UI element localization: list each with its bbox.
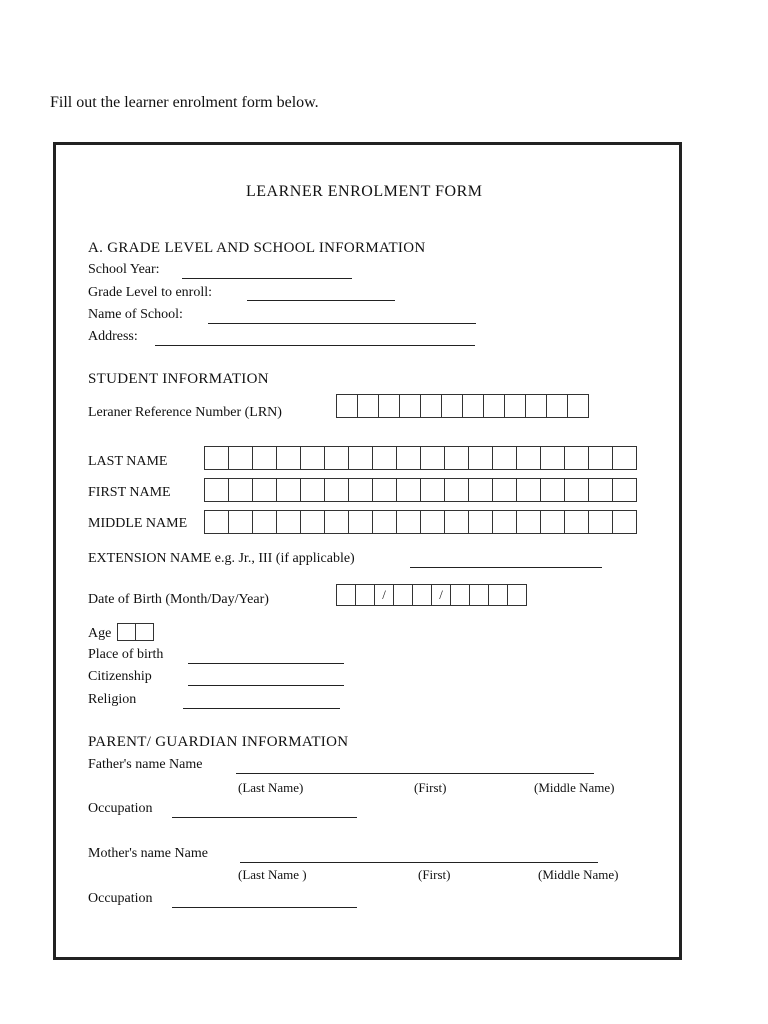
letter-box[interactable] bbox=[444, 446, 469, 470]
letter-box[interactable] bbox=[348, 446, 373, 470]
letter-box[interactable] bbox=[420, 446, 445, 470]
last-name-boxes[interactable] bbox=[204, 446, 636, 470]
dob-label: Date of Birth (Month/Day/Year) bbox=[88, 592, 269, 607]
lrn-box[interactable] bbox=[357, 394, 379, 418]
letter-box[interactable] bbox=[252, 478, 277, 502]
letter-box[interactable] bbox=[492, 478, 517, 502]
dob-box[interactable] bbox=[450, 584, 470, 606]
mother-occupation-field[interactable] bbox=[172, 907, 357, 908]
dob-box[interactable] bbox=[412, 584, 432, 606]
letter-box[interactable] bbox=[612, 478, 637, 502]
mother-name-field[interactable] bbox=[240, 862, 598, 863]
letter-box[interactable] bbox=[516, 478, 541, 502]
middle-name-boxes[interactable] bbox=[204, 510, 636, 534]
letter-box[interactable] bbox=[540, 510, 565, 534]
letter-box[interactable] bbox=[564, 446, 589, 470]
mother-name-label: Mother's name Name bbox=[88, 846, 208, 861]
letter-box[interactable] bbox=[468, 446, 493, 470]
father-name-field[interactable] bbox=[236, 773, 594, 774]
address-field[interactable] bbox=[155, 345, 475, 346]
letter-box[interactable] bbox=[300, 478, 325, 502]
lrn-box[interactable] bbox=[567, 394, 589, 418]
place-of-birth-label: Place of birth bbox=[88, 647, 164, 662]
letter-box[interactable] bbox=[324, 510, 349, 534]
father-name-label: Father's name Name bbox=[88, 757, 203, 772]
letter-box[interactable] bbox=[300, 510, 325, 534]
letter-box[interactable] bbox=[564, 510, 589, 534]
father-middle-name-caption: (Middle Name) bbox=[534, 780, 615, 795]
lrn-label: Leraner Reference Number (LRN) bbox=[88, 405, 282, 420]
letter-box[interactable] bbox=[228, 510, 253, 534]
lrn-box[interactable] bbox=[483, 394, 505, 418]
mother-last-name-caption: (Last Name ) bbox=[238, 867, 307, 882]
letter-box[interactable] bbox=[420, 510, 445, 534]
dob-box[interactable] bbox=[469, 584, 489, 606]
letter-box[interactable] bbox=[300, 446, 325, 470]
school-name-label: Name of School: bbox=[88, 307, 183, 322]
letter-box[interactable] bbox=[492, 510, 517, 534]
father-occupation-label: Occupation bbox=[88, 801, 153, 816]
letter-box[interactable] bbox=[444, 510, 469, 534]
letter-box[interactable] bbox=[396, 510, 421, 534]
citizenship-field[interactable] bbox=[188, 685, 344, 686]
letter-box[interactable] bbox=[252, 510, 277, 534]
middle-name-label: MIDDLE NAME bbox=[88, 516, 188, 531]
lrn-box[interactable] bbox=[399, 394, 421, 418]
first-name-label: FIRST NAME bbox=[88, 485, 171, 500]
extension-name-field[interactable] bbox=[410, 567, 602, 568]
religion-field[interactable] bbox=[183, 708, 340, 709]
mother-first-caption: (First) bbox=[418, 867, 451, 882]
letter-box[interactable] bbox=[540, 478, 565, 502]
dob-box[interactable] bbox=[488, 584, 508, 606]
age-label: Age bbox=[88, 626, 112, 641]
age-box[interactable] bbox=[117, 623, 136, 641]
letter-box[interactable] bbox=[564, 478, 589, 502]
grade-level-field[interactable] bbox=[247, 300, 395, 301]
letter-box[interactable] bbox=[612, 510, 637, 534]
lrn-box[interactable] bbox=[462, 394, 484, 418]
student-info-heading: STUDENT INFORMATION bbox=[88, 371, 269, 387]
letter-box[interactable] bbox=[204, 446, 229, 470]
mother-middle-name-caption: (Middle Name) bbox=[538, 867, 619, 882]
letter-box[interactable] bbox=[348, 478, 373, 502]
letter-box[interactable] bbox=[420, 478, 445, 502]
letter-box[interactable] bbox=[492, 446, 517, 470]
school-name-field[interactable] bbox=[208, 323, 476, 324]
father-last-name-caption: (Last Name) bbox=[238, 780, 304, 795]
instruction-text: Fill out the learner enrolment form below. bbox=[50, 94, 319, 111]
father-occupation-field[interactable] bbox=[172, 817, 357, 818]
letter-box[interactable] bbox=[468, 510, 493, 534]
dob-separator: / bbox=[374, 584, 394, 606]
lrn-box[interactable] bbox=[525, 394, 547, 418]
lrn-box[interactable] bbox=[378, 394, 400, 418]
grade-level-label: Grade Level to enroll: bbox=[88, 285, 213, 300]
address-label: Address: bbox=[88, 329, 138, 344]
letter-box[interactable] bbox=[372, 478, 397, 502]
letter-box[interactable] bbox=[324, 446, 349, 470]
letter-box[interactable] bbox=[324, 478, 349, 502]
religion-label: Religion bbox=[88, 692, 137, 707]
letter-box[interactable] bbox=[540, 446, 565, 470]
letter-box[interactable] bbox=[372, 510, 397, 534]
letter-box[interactable] bbox=[516, 446, 541, 470]
lrn-box[interactable] bbox=[504, 394, 526, 418]
dob-box[interactable] bbox=[507, 584, 527, 606]
dob-box[interactable] bbox=[336, 584, 356, 606]
first-name-boxes[interactable] bbox=[204, 478, 636, 502]
parent-info-heading: PARENT/ GUARDIAN INFORMATION bbox=[88, 734, 349, 750]
lrn-boxes[interactable] bbox=[336, 394, 588, 418]
letter-box[interactable] bbox=[396, 446, 421, 470]
letter-box[interactable] bbox=[396, 478, 421, 502]
lrn-box[interactable] bbox=[441, 394, 463, 418]
lrn-box[interactable] bbox=[420, 394, 442, 418]
dob-box[interactable] bbox=[393, 584, 413, 606]
letter-box[interactable] bbox=[468, 478, 493, 502]
letter-box[interactable] bbox=[588, 510, 613, 534]
letter-box[interactable] bbox=[444, 478, 469, 502]
letter-box[interactable] bbox=[276, 446, 301, 470]
letter-box[interactable] bbox=[252, 446, 277, 470]
letter-box[interactable] bbox=[516, 510, 541, 534]
letter-box[interactable] bbox=[228, 478, 253, 502]
letter-box[interactable] bbox=[612, 446, 637, 470]
citizenship-label: Citizenship bbox=[88, 669, 152, 684]
section-a-heading: A. GRADE LEVEL AND SCHOOL INFORMATION bbox=[88, 240, 426, 256]
letter-box[interactable] bbox=[588, 478, 613, 502]
letter-box[interactable] bbox=[588, 446, 613, 470]
letter-box[interactable] bbox=[276, 510, 301, 534]
age-boxes[interactable] bbox=[117, 623, 153, 641]
dob-separator: / bbox=[431, 584, 451, 606]
lrn-box[interactable] bbox=[546, 394, 568, 418]
place-of-birth-field[interactable] bbox=[188, 663, 344, 664]
school-year-field[interactable] bbox=[182, 278, 352, 279]
letter-box[interactable] bbox=[372, 446, 397, 470]
lrn-box[interactable] bbox=[336, 394, 358, 418]
mother-occupation-label: Occupation bbox=[88, 891, 153, 906]
extension-name-label: EXTENSION NAME e.g. Jr., III (if applicable) bbox=[88, 551, 355, 566]
form-title: LEARNER ENROLMENT FORM bbox=[246, 183, 483, 200]
letter-box[interactable] bbox=[276, 478, 301, 502]
dob-box[interactable] bbox=[355, 584, 375, 606]
letter-box[interactable] bbox=[228, 446, 253, 470]
age-box[interactable] bbox=[135, 623, 154, 641]
school-year-label: School Year: bbox=[88, 262, 160, 277]
letter-box[interactable] bbox=[204, 510, 229, 534]
dob-boxes[interactable] bbox=[336, 584, 526, 606]
letter-box[interactable] bbox=[204, 478, 229, 502]
last-name-label: LAST NAME bbox=[88, 454, 168, 469]
letter-box[interactable] bbox=[348, 510, 373, 534]
father-first-caption: (First) bbox=[414, 780, 447, 795]
